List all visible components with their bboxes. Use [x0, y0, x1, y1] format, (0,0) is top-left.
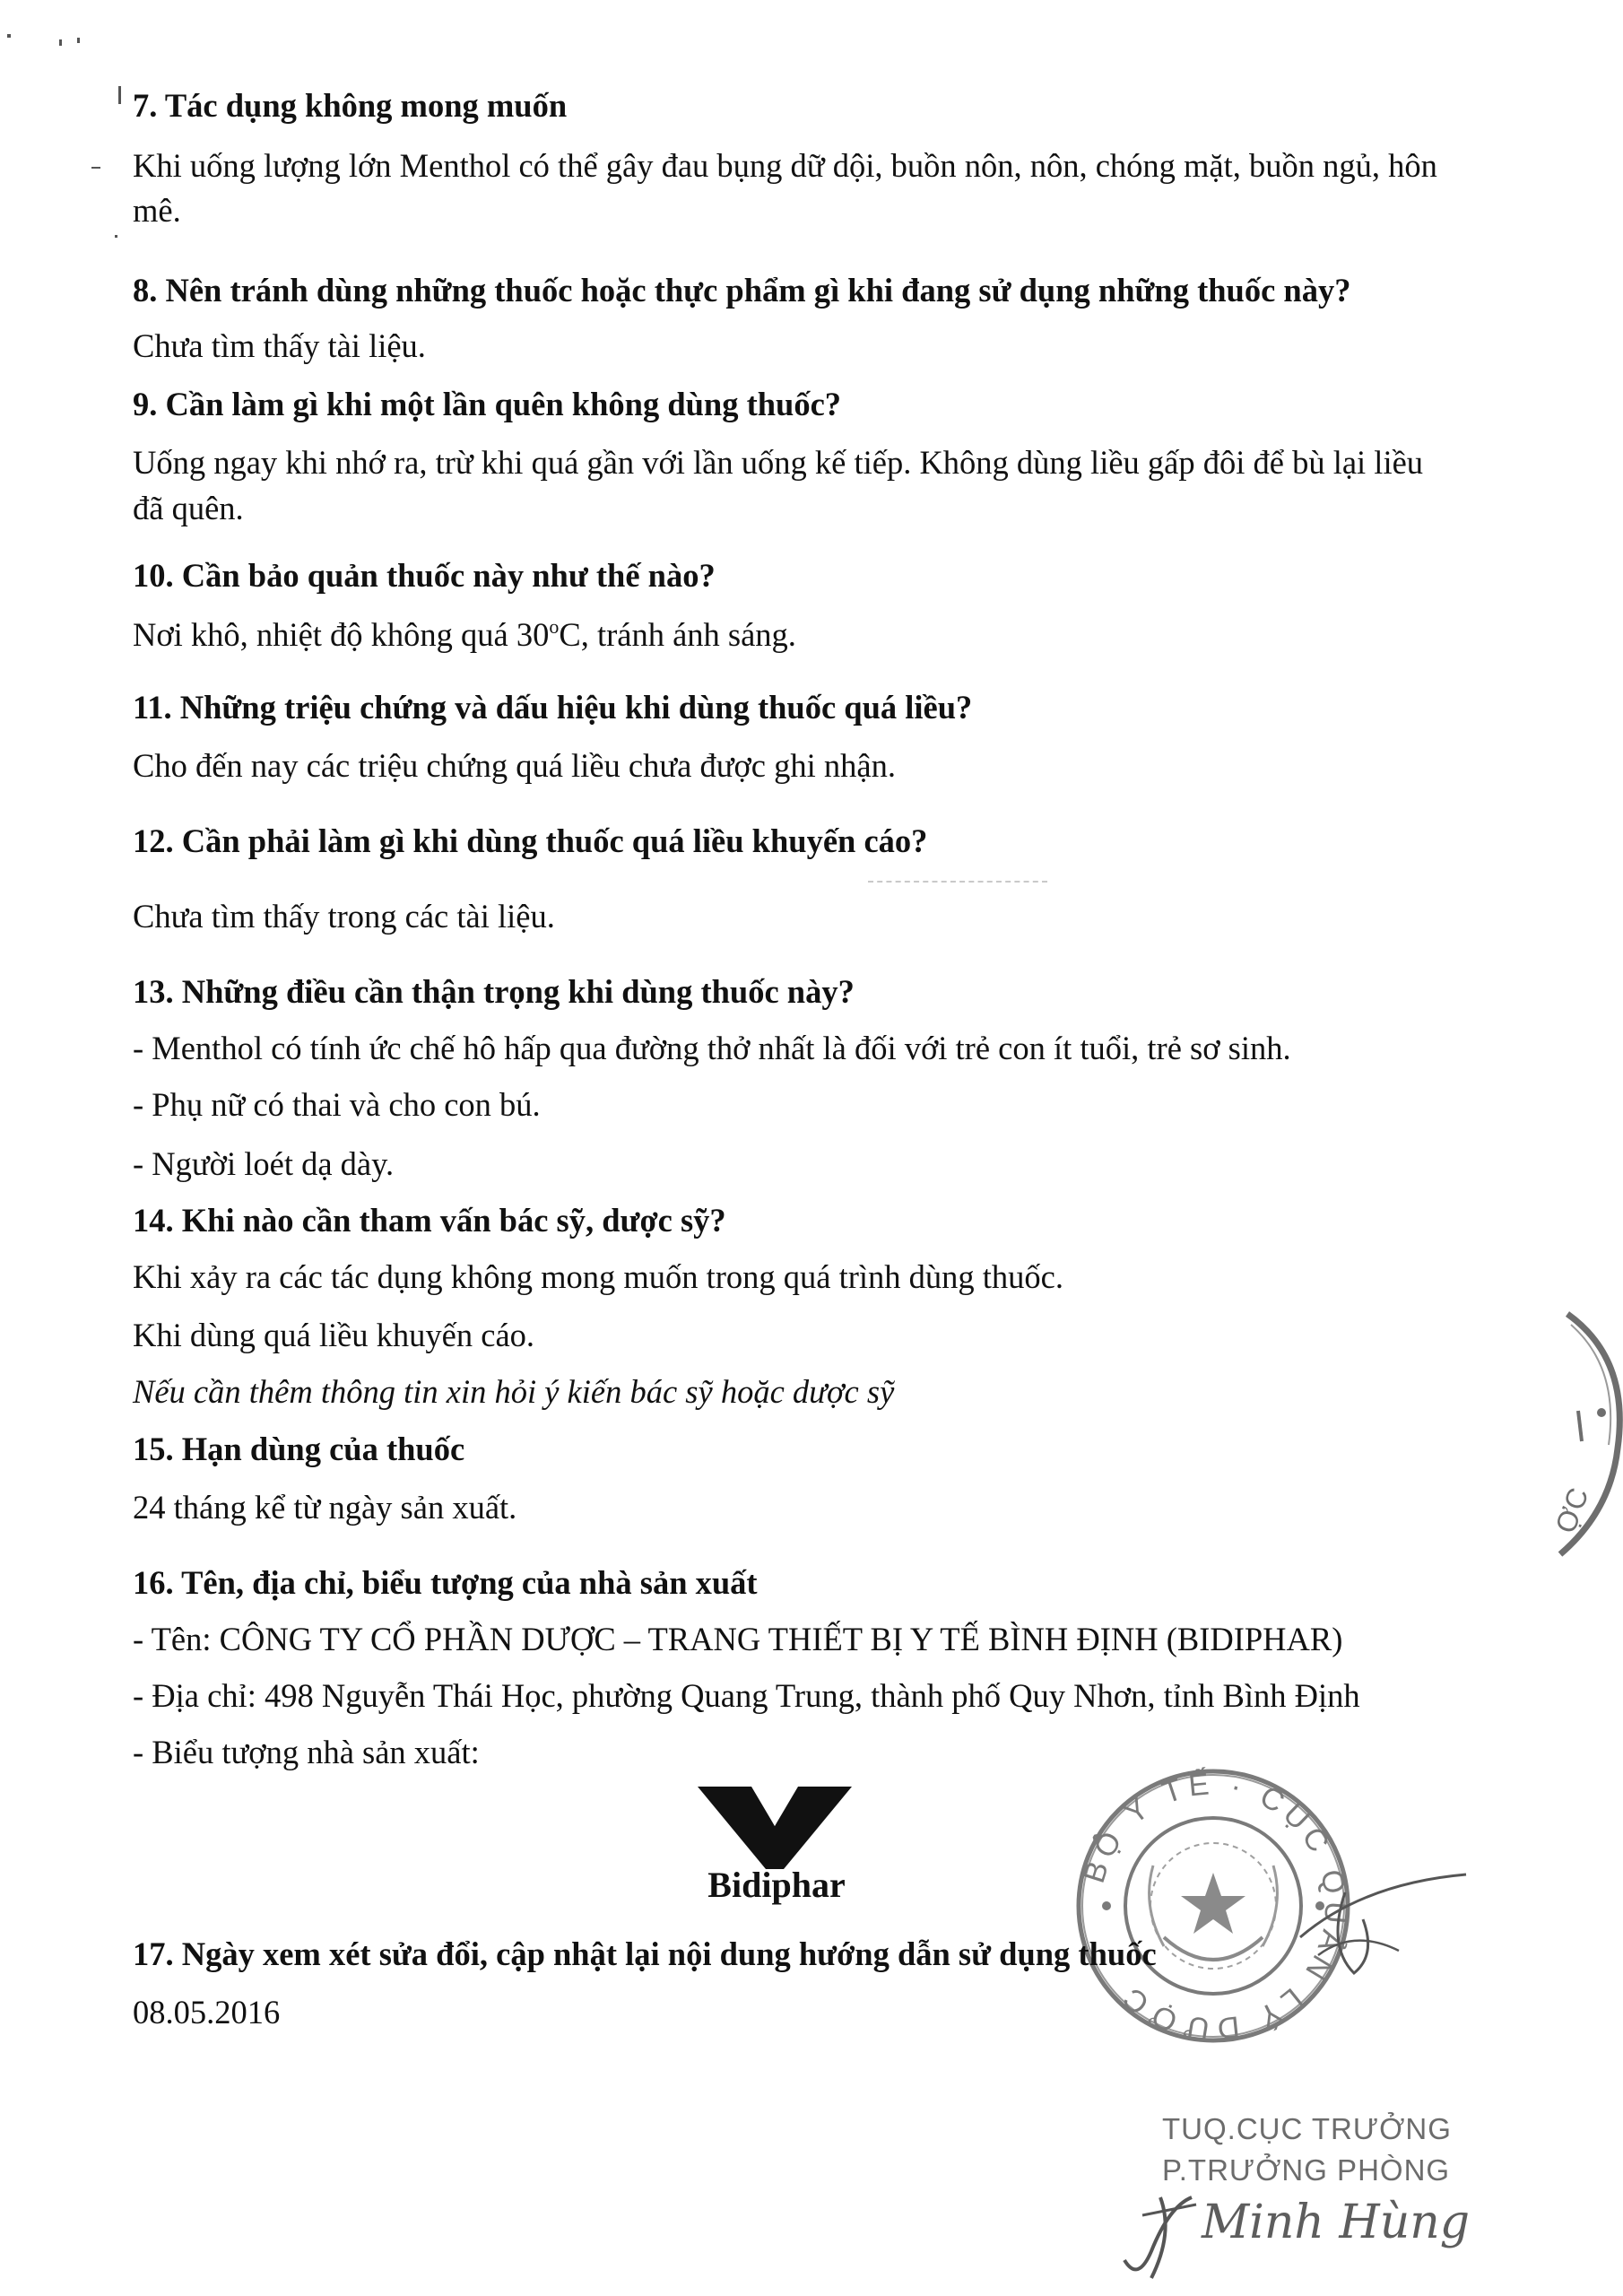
section-13-item: - Người loét dạ dày. — [133, 1145, 395, 1182]
degree-mark: o — [549, 615, 560, 638]
scan-speck — [77, 38, 80, 43]
manufacturer-logo-label: - Biểu tượng nhà sản xuất: — [133, 1734, 480, 1770]
storage-text-end: C, tránh ánh sáng. — [559, 616, 796, 653]
section-14-text: Khi xảy ra các tác dụng không mong muốn trong quá trình dùng thuốc. — [133, 1258, 1064, 1295]
section-15-text: 24 tháng kể từ ngày sản xuất. — [133, 1489, 517, 1526]
section-11-text: Cho đến nay các triệu chứng quá liều chưa được ghi nhận. — [133, 747, 896, 784]
section-14-note: Nếu cần thêm thông tin xin hỏi ý kiến bác sỹ hoặc dược sỹ — [133, 1373, 895, 1410]
signature-title-line2: P.TRƯỞNG PHÒNG — [1162, 2153, 1451, 2187]
scan-rule — [868, 881, 1047, 883]
section-14-text: Khi dùng quá liều khuyến cáo. — [133, 1317, 535, 1353]
edge-stamp-seal — [1524, 1305, 1623, 1565]
section-11-heading: 11. Những triệu chứng và dấu hiệu khi dùng thuốc quá liều? — [133, 689, 973, 726]
manufacturer-address: - Địa chỉ: 498 Nguyễn Thái Học, phường Quang Trung, thành phố Quy Nhơn, tỉnh Bình Định — [133, 1677, 1360, 1714]
section-7-heading: 7. Tác dụng không mong muốn — [133, 87, 568, 124]
section-14-heading: 14. Khi nào cần tham vấn bác sỹ, dược sỹ? — [133, 1202, 726, 1239]
section-8-heading: 8. Nên tránh dùng những thuốc hoặc thực phẩm gì khi đang sử dụng những thuốc này? — [133, 272, 1351, 309]
manufacturer-name: - Tên: CÔNG TY CỔ PHẦN DƯỢC – TRANG THIẾT BỊ Y TẾ BÌNH ĐỊNH (BIDIPHAR) — [133, 1621, 1343, 1657]
signature-name: Minh Hùng — [1202, 2196, 1470, 2249]
section-9-heading: 9. Cần làm gì khi một lần quên không dùng thuốc? — [133, 386, 842, 422]
signature-initial-mark — [1107, 2179, 1214, 2287]
section-10-text — [133, 615, 796, 655]
section-13-item: - Menthol có tính ức chế hô hấp qua đường thở nhất là đối với trẻ con ít tuổi, trẻ sơ sinh. — [133, 1030, 1291, 1066]
section-9-text: Uống ngay khi nhớ ra, trừ khi quá gần với lần uống kế tiếp. Không dùng liều gấp đôi để bù lại liều — [133, 444, 1424, 481]
scan-speck — [59, 39, 62, 46]
section-15-heading: 15. Hạn dùng của thuốc — [133, 1431, 465, 1467]
section-8-text: Chưa tìm thấy tài liệu. — [133, 327, 426, 364]
section-17-heading: 17. Ngày xem xét sửa đổi, cập nhật lại nội dung hướng dẫn sử dụng thuốc — [133, 1935, 1157, 1972]
signature-scribble — [1291, 1866, 1471, 1982]
scan-speck — [115, 235, 117, 238]
section-9-text: đã quên. — [133, 490, 244, 526]
section-7-text: mê. — [133, 192, 181, 229]
scan-speck — [7, 34, 11, 38]
bidiphar-logo-text: Bidiphar — [707, 1865, 846, 1905]
signature-title-line1: TUQ.CỤC TRƯỞNG — [1162, 2112, 1452, 2145]
section-13-heading: 13. Những điều cần thận trọng khi dùng thuốc này? — [133, 973, 855, 1010]
scan-speck — [118, 86, 121, 104]
svg-text:ỢC: ỢC — [1549, 1483, 1595, 1537]
scan-speck — [91, 167, 100, 169]
storage-text: Nơi khô, nhiệt độ không quá 30 — [133, 616, 550, 653]
section-12-heading: 12. Cần phải làm gì khi dùng thuốc quá liều khuyến cáo? — [133, 822, 928, 859]
section-10-heading: 10. Cần bảo quản thuốc này như thế nào? — [133, 557, 716, 594]
svg-text:BỘ Y TẾ · CỤC QUẢN LÝ DƯỢC: BỘ Y TẾ · CỤC QUẢN LÝ DƯỢC — [1076, 1766, 1353, 2047]
section-13-item: - Phụ nữ có thai và cho con bú. — [133, 1086, 541, 1123]
section-16-heading: 16. Tên, địa chỉ, biểu tượng của nhà sản xuất — [133, 1564, 758, 1601]
section-12-text: Chưa tìm thấy trong các tài liệu. — [133, 898, 555, 935]
section-17-date: 08.05.2016 — [133, 1994, 281, 2031]
bidiphar-logo-icon — [698, 1787, 852, 1869]
section-7-text: Khi uống lượng lớn Menthol có thể gây đau bụng dữ dội, buồn nôn, nôn, chóng mặt, buồn ngủ, hôn — [133, 147, 1437, 184]
